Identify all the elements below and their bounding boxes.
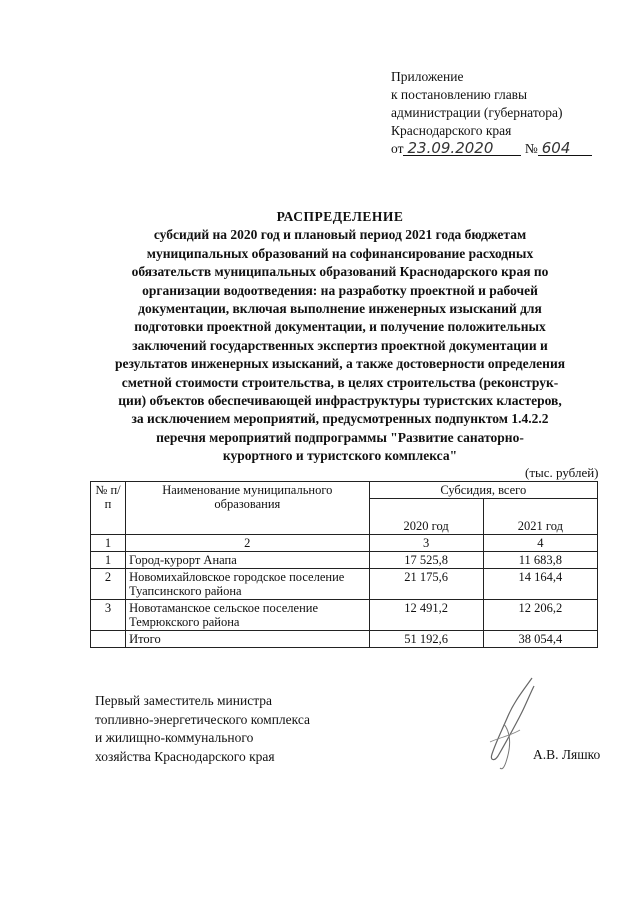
table-row — [91, 600, 598, 631]
title-line: за исключением мероприятий, предусмотренных подпунктом 1.4.2.2 — [131, 411, 549, 427]
appendix-line-3: администрации (губернатора) — [391, 105, 563, 120]
title-heading: РАСПРЕДЕЛЕНИЕ — [276, 209, 404, 224]
table-row — [91, 552, 598, 569]
index-cell: 2 — [126, 535, 369, 552]
handwritten-number: 604 — [538, 141, 592, 156]
row-value-2021: 12 206,2 — [483, 600, 597, 631]
table-row — [91, 569, 598, 600]
table-total-row — [91, 631, 598, 648]
title-line: обязательств муниципальных образований Краснодарского края по — [131, 264, 549, 280]
row-value-2021: 14 164,4 — [483, 569, 597, 600]
document-title — [90, 208, 590, 466]
signer-name: А.В. Ляшко — [533, 747, 601, 762]
total-label: Итого — [126, 631, 369, 648]
title-line: муниципальных образований на софинансирование расходных — [146, 245, 534, 261]
title-line: результатов инженерных изысканий, а также достоверности определения — [114, 356, 566, 372]
title-line: документации, включая выполнение инженерных изысканий для — [138, 301, 542, 317]
title-line: подготовки проектной документации, и получение положительных — [134, 319, 546, 335]
total-value-2020: 51 192,6 — [369, 631, 483, 648]
subsidy-table — [90, 481, 598, 648]
date-prefix: от — [391, 141, 404, 156]
signer-line: хозяйства Краснодарского края — [95, 748, 275, 764]
handwritten-date: 23.09.2020 — [403, 141, 521, 156]
row-num: 2 — [91, 569, 126, 600]
title-line: заключений государственных экспертиз проектной документации и — [132, 337, 548, 353]
appendix-date-line — [391, 140, 592, 158]
row-num: 3 — [91, 600, 126, 631]
title-line: организации водоотведения: на разработку проектной и рабочей — [142, 282, 538, 298]
title-line: сметной стоимости строительства, в целях строительства (реконструк- — [121, 374, 559, 390]
appendix-line-1: Приложение — [391, 69, 464, 84]
row-value-2021: 11 683,8 — [483, 552, 597, 569]
appendix-block — [391, 68, 592, 158]
index-cell: 4 — [483, 535, 597, 552]
row-value-2020: 21 175,6 — [369, 569, 483, 600]
row-name: Новотаманское сельское поселение Темрюкского района — [126, 600, 369, 631]
header-year-2021: 2021 год — [483, 499, 597, 535]
row-value-2020: 12 491,2 — [369, 600, 483, 631]
title-line: курортного и туристского комплекса" — [222, 448, 458, 464]
row-name: Новомихайловское городское поселение Туапсинского района — [126, 569, 369, 600]
appendix-line-4: Краснодарского края — [391, 123, 512, 138]
header-num: № п/п — [91, 482, 126, 535]
title-line: ции) объектов обеспечивающей инфраструктуры туристских кластеров, — [118, 393, 562, 409]
signer-line: топливно-энергетического комплекса — [95, 711, 311, 727]
header-name: Наименование муниципального образования — [126, 482, 369, 535]
title-line: субсидий на 2020 год и плановый период 2021 года бюджетам — [153, 227, 527, 243]
header-subsidy: Субсидия, всего — [369, 482, 597, 499]
row-value-2020: 17 525,8 — [369, 552, 483, 569]
header-year-2020: 2020 год — [369, 499, 483, 535]
appendix-line-2: к постановлению главы — [391, 87, 528, 102]
row-name: Город-курорт Анапа — [126, 552, 369, 569]
title-line: перечня мероприятий подпрограммы "Развитие санаторно- — [156, 429, 524, 445]
table-header-row — [91, 482, 598, 499]
table-index-row — [91, 535, 598, 552]
total-num-cell — [91, 631, 126, 648]
signer-block — [95, 692, 310, 766]
row-num: 1 — [91, 552, 126, 569]
signer-line: Первый заместитель министра — [95, 693, 273, 708]
index-cell: 1 — [91, 535, 126, 552]
units-label: (тыс. рублей) — [525, 465, 599, 480]
total-value-2021: 38 054,4 — [483, 631, 597, 648]
signer-line: и жилищно-коммунального — [95, 730, 254, 745]
index-cell: 3 — [369, 535, 483, 552]
number-prefix: № — [524, 141, 538, 156]
